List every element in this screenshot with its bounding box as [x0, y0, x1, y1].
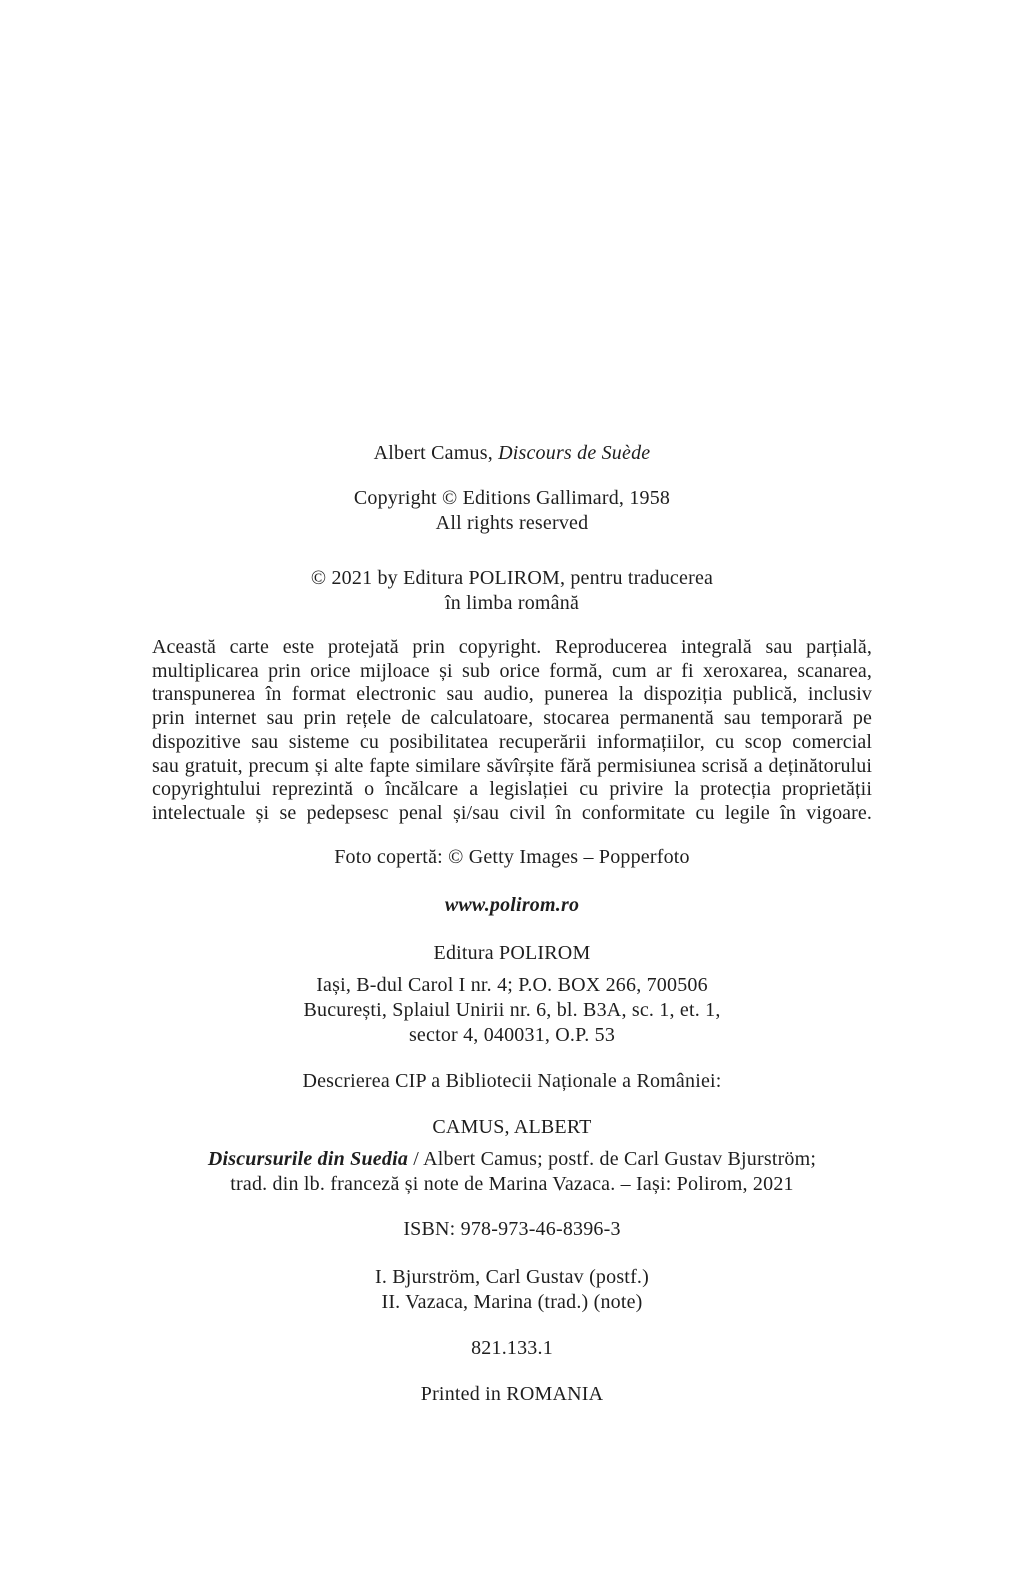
polirom-copyright-line2: în limba română [444, 592, 580, 614]
cip-title-rest: / Albert Camus; postf. de Carl Gustav Bjurström; [408, 1148, 817, 1170]
publisher-name: Editura POLIROM [433, 942, 591, 964]
legal-line: copyrightului reprezintă o încălcare a legislației cu privire la protecția proprietății [152, 778, 872, 801]
legal-line: multiplicarea prin orice mijloace și sub orice formă, cum ar fi xeroxarea, scanarea, [152, 659, 872, 682]
publisher-address-line: sector 4, 040031, O.P. 53 [408, 1024, 616, 1046]
cip-heading: Descrierea CIP a Bibliotecii Naționale a României: [302, 1070, 722, 1092]
rights-reserved-line: All rights reserved [435, 512, 589, 534]
cip-title-block [0, 1147, 1024, 1197]
publisher-address-line: Iași, B-dul Carol I nr. 4; P.O. BOX 266, 700506 [316, 974, 708, 996]
publisher-address-block [0, 973, 1024, 1048]
isbn-line: ISBN: 978-973-46-8396-3 [403, 1218, 621, 1240]
gallimard-copyright-block [0, 486, 1024, 536]
legal-line: sau gratuit, precum și alte fapte similare săvîrșite fără permisiunea scrisă a deținătorului [152, 754, 872, 777]
legal-line: transpunerea în format electronic sau audio, punerea la dispoziția publică, inclusiv [152, 683, 872, 706]
legal-line: Această carte este protejată prin copyright. Reproducerea integrală sau parțială, [152, 636, 872, 658]
book-title-line [0, 441, 1024, 466]
cip-title-line2: trad. din lb. franceză și note de Marina Vazaca. – Iași: Polirom, 2021 [230, 1173, 794, 1195]
polirom-copyright-block [0, 566, 1024, 616]
legal-line: prin internet sau prin rețele de calculatoare, stocarea permanentă sau temporară pe [152, 707, 872, 730]
polirom-copyright-line1: © 2021 by Editura POLIROM, pentru traducerea [310, 567, 714, 589]
publisher-address-line: București, Splaiul Unirii nr. 6, bl. B3A, sc. 1, et. 1, [303, 999, 721, 1021]
legal-line: intelectuale și se pedepsesc penal și/sau civil în conformitate cu legile în vigoare. [152, 801, 872, 824]
book-title: Discours de Suède [498, 442, 651, 464]
cip-contributors-block [0, 1265, 1024, 1315]
cip-author: CAMUS, ALBERT [432, 1116, 592, 1138]
cip-contributor-line: I. Bjurström, Carl Gustav (postf.) [375, 1266, 649, 1288]
book-author: Albert Camus, [373, 442, 499, 464]
cip-contributor-line: II. Vazaca, Marina (trad.) (note) [381, 1291, 643, 1313]
udc-number: 821.133.1 [471, 1337, 553, 1359]
legal-notice-paragraph [152, 636, 872, 826]
cip-title-line1 [0, 1147, 1024, 1172]
publisher-website: www.polirom.ro [444, 894, 580, 916]
legal-line: dispozitive sau sisteme cu posibilitatea recuperării informațiilor, cu scop comercial [152, 730, 872, 753]
cover-photo-credit: Foto copertă: © Getty Images – Popperfoto [334, 846, 690, 868]
printed-in-line: Printed in ROMANIA [420, 1383, 604, 1405]
gallimard-copyright-line: Copyright © Editions Gallimard, 1958 [353, 487, 671, 509]
cip-title-italic: Discursurile din Suedia [207, 1148, 409, 1170]
